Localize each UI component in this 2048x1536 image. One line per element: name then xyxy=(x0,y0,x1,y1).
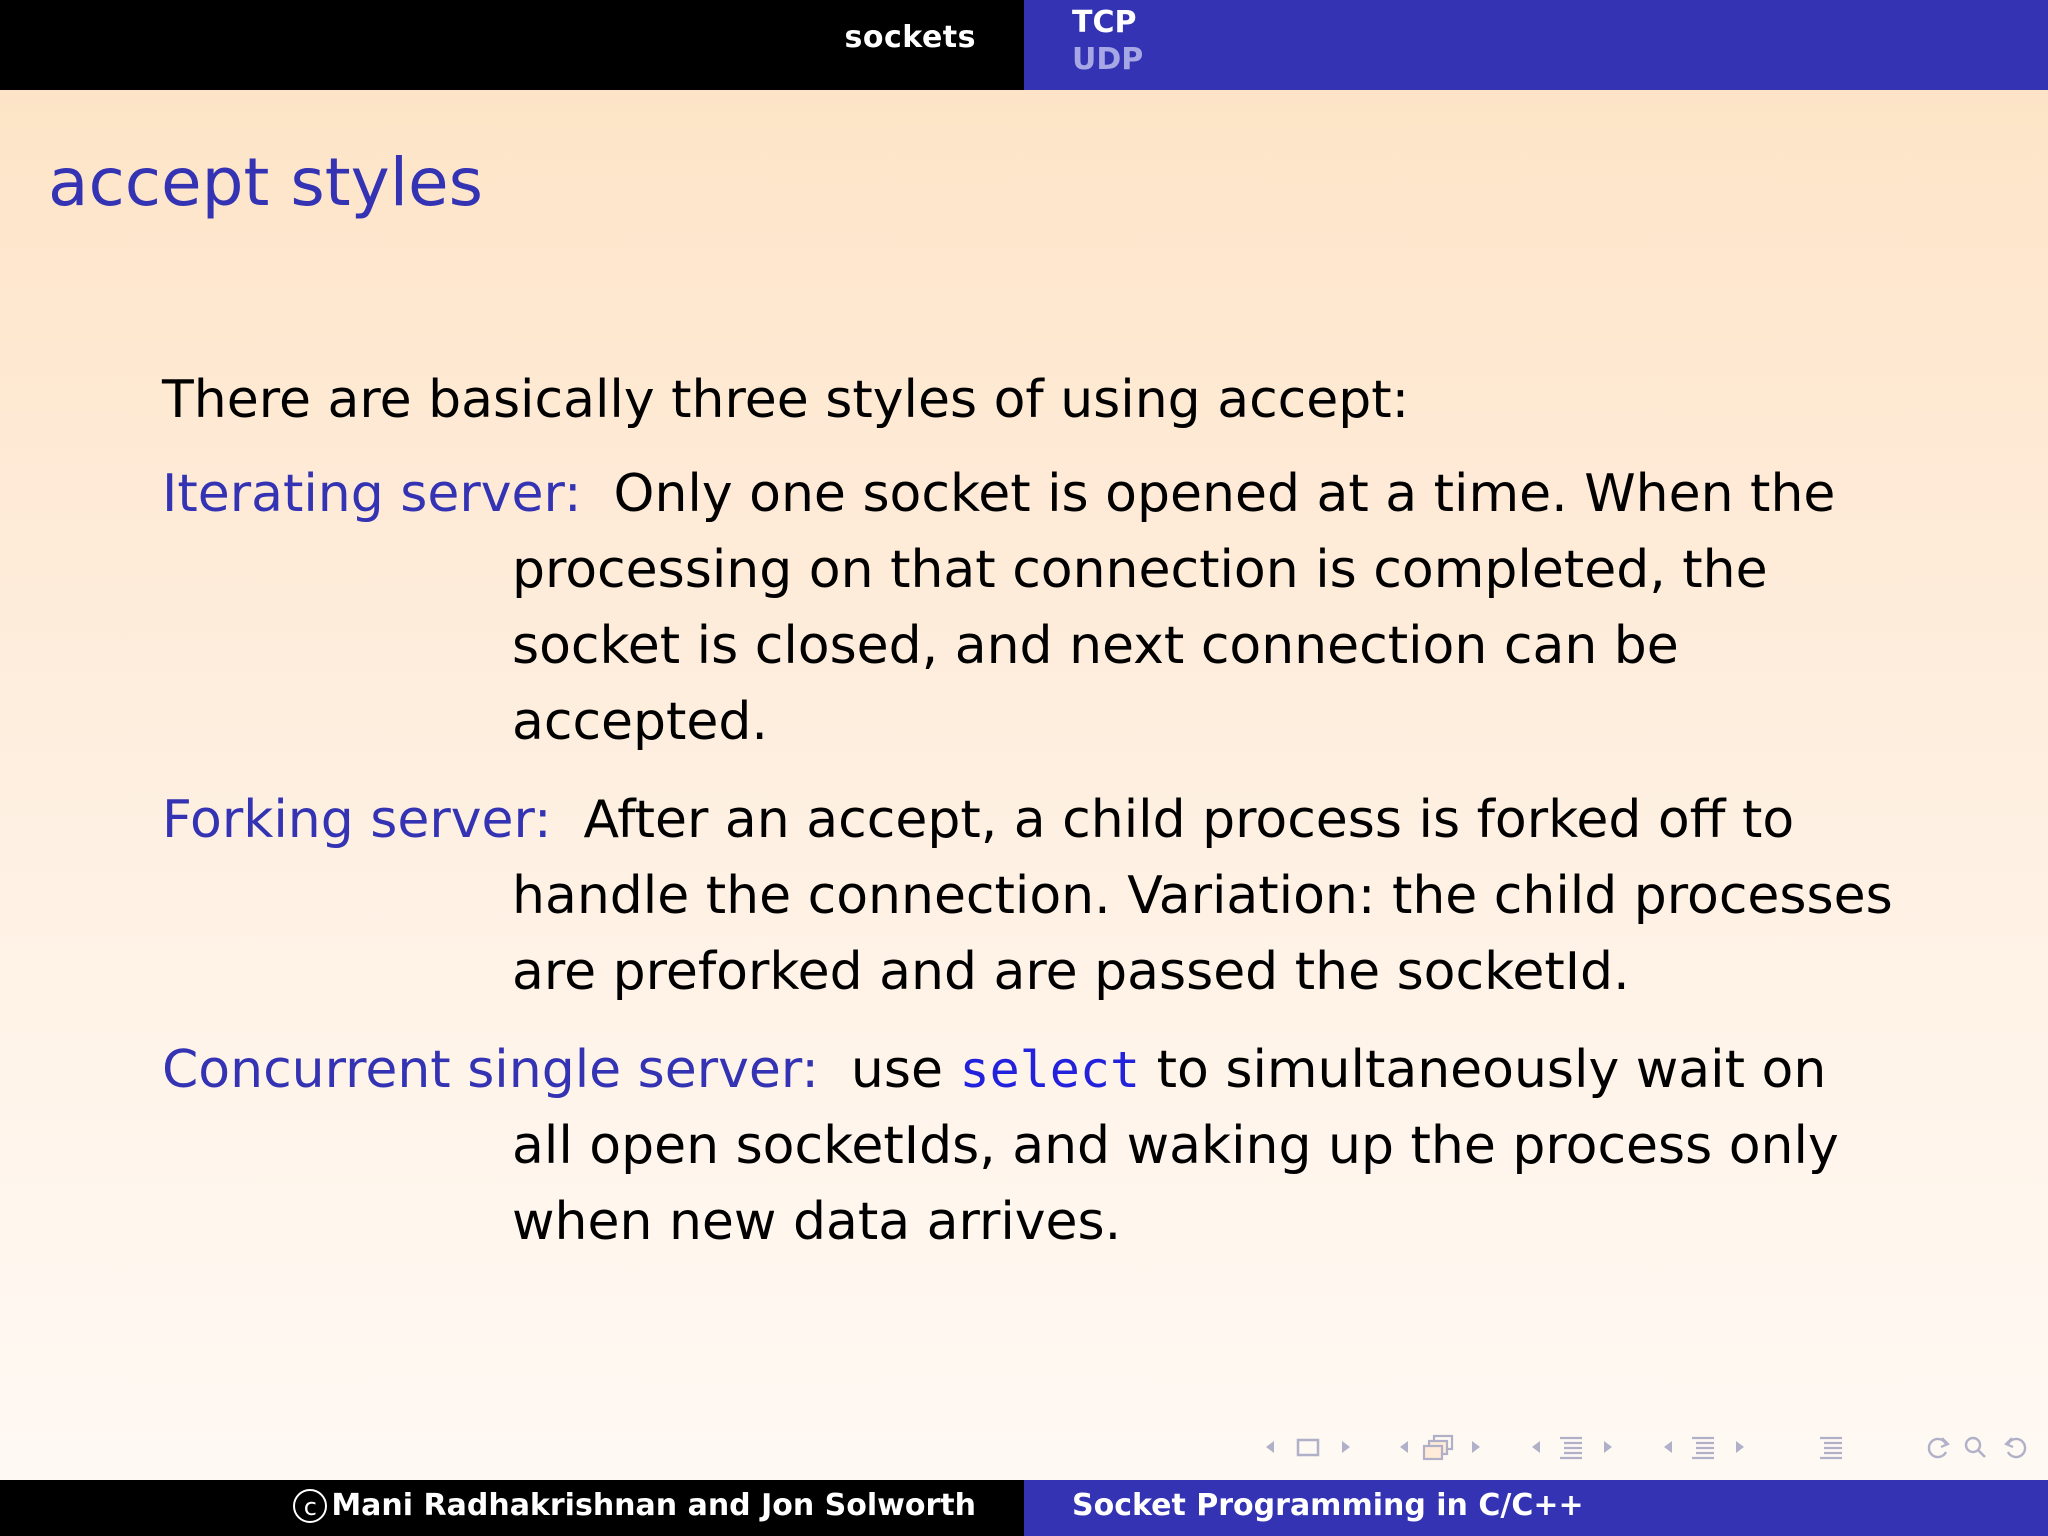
back-icon xyxy=(1929,1439,1946,1457)
subsection-nav[interactable] xyxy=(1394,1432,1494,1462)
style-description-suffix: to simultaneously wait on all open socketIds, and waking up the process only when new data arrives. xyxy=(512,1040,1839,1252)
subsection-link-udp[interactable]: UDP xyxy=(1072,42,1144,77)
copyright-icon: c xyxy=(293,1489,327,1523)
appendix-icon xyxy=(1820,1438,1842,1458)
right-arrow-icon xyxy=(1604,1441,1612,1453)
header-bar xyxy=(0,0,2048,90)
code-select: select xyxy=(959,1041,1141,1099)
style-description: After an accept, a child process is forked off to handle the connection. Variation: the child processes are preforked and are passed the socketId. xyxy=(512,790,1893,1002)
left-arrow-icon xyxy=(1532,1441,1540,1453)
frame-icon xyxy=(1298,1440,1318,1455)
style-item-forking xyxy=(162,782,1902,1010)
search-nav[interactable] xyxy=(1922,1432,2032,1462)
subsection-icon xyxy=(1424,1436,1452,1459)
footer-author-panel xyxy=(0,1480,1024,1536)
left-arrow-icon xyxy=(1266,1441,1274,1453)
footer-author xyxy=(293,1488,976,1523)
style-term: Forking server: xyxy=(162,790,552,850)
footer-bar xyxy=(0,1480,2048,1536)
subsection-navigation xyxy=(1024,0,2048,90)
frame-title: accept styles xyxy=(48,144,484,221)
presentation-nav[interactable] xyxy=(1658,1432,1758,1462)
frame-nav[interactable] xyxy=(1260,1432,1360,1462)
right-arrow-icon xyxy=(1736,1441,1744,1453)
section-navigation xyxy=(0,0,1024,90)
style-item-concurrent xyxy=(162,1032,1902,1260)
navigation-symbols xyxy=(1260,1432,2040,1462)
style-term: Concurrent single server: xyxy=(162,1040,819,1100)
search-icon xyxy=(1966,1438,1985,1457)
right-arrow-icon xyxy=(1472,1441,1480,1453)
subsection-link-tcp[interactable]: TCP xyxy=(1072,5,1137,40)
style-term: Iterating server: xyxy=(162,464,582,524)
presentation-icon xyxy=(1692,1438,1714,1458)
intro-text: There are basically three styles of using accept: xyxy=(162,370,1410,430)
section-icon xyxy=(1560,1438,1582,1458)
section-nav[interactable] xyxy=(1526,1432,1626,1462)
section-link-sockets[interactable]: sockets xyxy=(844,20,976,55)
presentation-title[interactable]: Socket Programming in C/C++ xyxy=(1072,1488,1584,1523)
style-description-prefix: use xyxy=(850,1040,943,1100)
style-item-iterating xyxy=(162,456,1902,760)
footer-title-panel xyxy=(1024,1480,2048,1536)
left-arrow-icon xyxy=(1400,1441,1408,1453)
appendix-nav[interactable] xyxy=(1812,1432,1852,1462)
forward-icon xyxy=(2008,1439,2025,1457)
author-names: Mani Radhakrishnan and Jon Solworth xyxy=(331,1488,976,1523)
left-arrow-icon xyxy=(1664,1441,1672,1453)
right-arrow-icon xyxy=(1342,1441,1350,1453)
style-description: Only one socket is opened at a time. When the processing on that connection is completed, the socket is closed, and next connection can be accepted. xyxy=(512,464,1836,752)
slide-body xyxy=(162,362,1902,1282)
